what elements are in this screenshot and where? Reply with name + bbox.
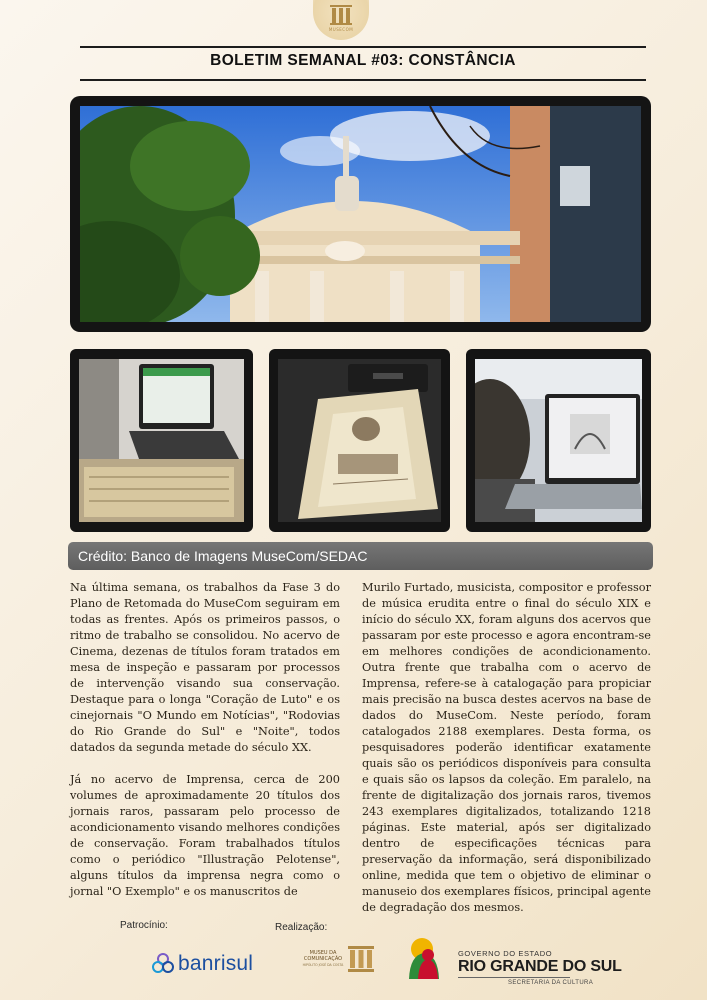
gov-divider xyxy=(458,977,570,978)
banrisul-flower-icon xyxy=(152,953,174,975)
title-rule-bottom xyxy=(80,79,646,81)
building-facade-image xyxy=(80,106,641,322)
laptop-newspaper-photo xyxy=(70,349,253,532)
gov-line-1: GOVERNO DO ESTADO xyxy=(458,949,553,958)
laptop-newspaper-image xyxy=(79,359,244,522)
hero-photo xyxy=(70,96,651,332)
sponsor-label: Patrocínio: xyxy=(120,920,168,931)
article-paragraph-2: Já no acervo de Imprensa, cerca de 200 volumes de aproximadamente 20 títulos dos jornais raros, passaram pelo processo de acondicionamento visando melhores condições de conservação. Foram trabalhados títulos como o periódico "Illustração Pelotense", alguns títulos da imprensa negra como o jornal "O Exemplo" e os manuscritos de xyxy=(70,773,340,898)
title-rule-top xyxy=(80,46,646,48)
museum-logo xyxy=(300,944,376,974)
museum-line-1: MUSEU DA xyxy=(309,950,337,956)
article-paragraph-3: Murilo Furtado, musicista, compositor e professor de música erudita entre o final do século XIX e início do século XX, foram alguns dos acervos que passaram por este processo e agora encontram-se em melhores condições de acondicionamento. Outra frente que trabalha com o acervo de Imprensa, refere-se à catalogação para propiciar mais precisão na busca destes acervos na base de dados do MuseCom. Neste período, foram catalogados 2188 exemplares. Desta forma, os pesquisadores poderão identificar exatamente quais são os periódicos disponíveis para consulta e quais são os lapsos da coleção. Em paralelo, na frente de digitalização dos jornais raros, tivemos 243 exemplares digitalizados, totalizando 1218 páginas. Este material, após ser digitalizado dentro de especificações técnicas para preservação da informação, será disponibilizado online, medida que tem o objetivo de eliminar o manuseio dos exemplares físicos, principal agente de degradação dos mesmos. xyxy=(362,581,651,914)
scanner-image xyxy=(278,359,441,522)
article-column-right xyxy=(362,580,651,932)
photo-credit-bar: Crédito: Banco de Imagens MuseCom/SEDAC xyxy=(68,542,653,570)
musecom-top-logo xyxy=(313,0,369,40)
organizer-label: Realização: xyxy=(275,922,328,933)
rs-government-emblem-icon xyxy=(404,935,454,981)
government-text-block xyxy=(458,949,622,978)
banrisul-logo xyxy=(152,952,253,976)
gov-line-2: RIO GRANDE DO SUL xyxy=(458,958,622,975)
person-laptop-photo xyxy=(466,349,651,532)
gov-line-3: SECRETARIA DA CULTURA xyxy=(508,980,594,986)
scanner-photo xyxy=(269,349,450,532)
museum-logo-text xyxy=(300,950,346,968)
person-laptop-image xyxy=(475,359,642,522)
museum-line-3: HIPÓLITO JOSÉ DA COSTA xyxy=(302,963,344,967)
article-paragraph-1: Na última semana, os trabalhos da Fase 3 do Plano de Retomada do MuseCom seguiram em todas as frentes. Após os primeiros passos, o ritmo de trabalho se consolidou. No acervo de Cinema, dezenas de títulos foram tratados em mesa de inspeção e passaram por processos de intervenção visando sua conservação. Destaque para o longa "Coração de Luto" e os cinejornais "O Mundo em Notícias", "Rodovias do Rio Grande do Sul" e "Noite", todos datados da segunda metade do século XX. xyxy=(70,581,340,754)
article-column-left xyxy=(70,580,340,916)
museum-line-2: COMUNICAÇÃO xyxy=(303,956,343,962)
columns-logo-icon xyxy=(328,4,354,26)
logo-label: MUSECOM xyxy=(328,27,354,32)
museum-columns-icon xyxy=(346,944,376,974)
page-title: BOLETIM SEMANAL #03: CONSTÂNCIA xyxy=(210,52,516,69)
government-logo xyxy=(404,935,622,981)
banrisul-wordmark: banrisul xyxy=(178,952,254,975)
